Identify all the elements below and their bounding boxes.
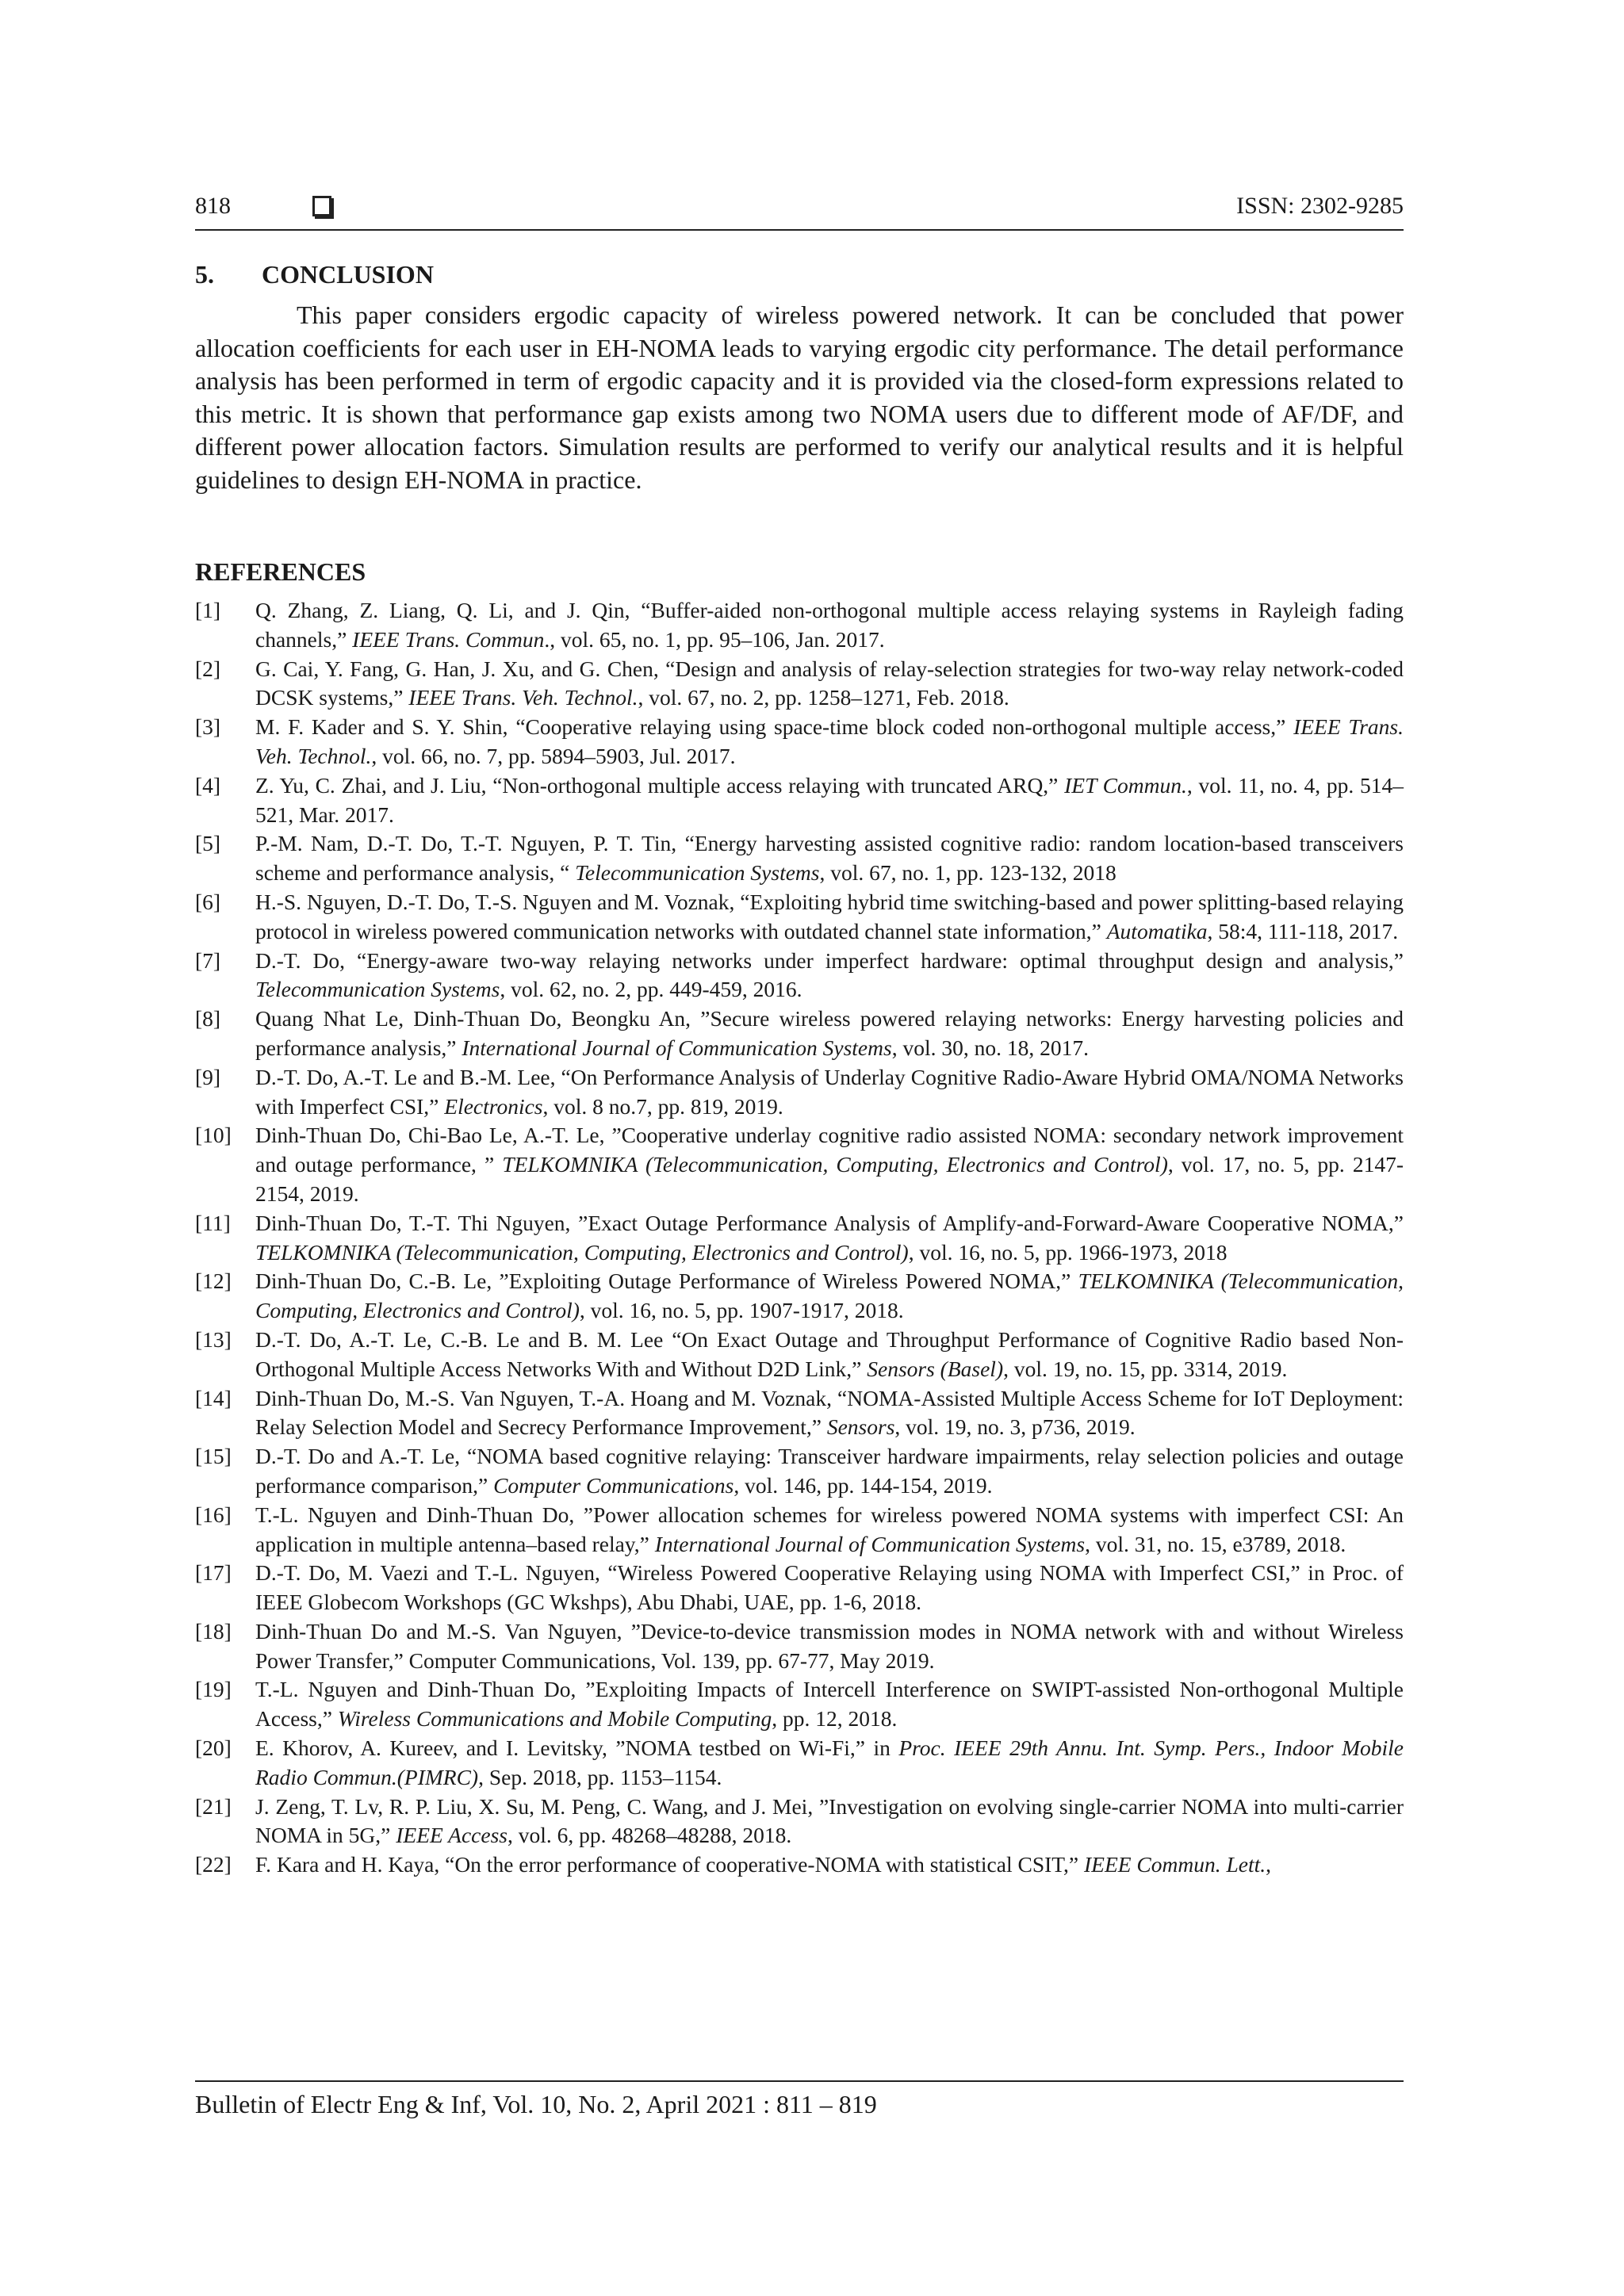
reference-item (195, 1267, 1404, 1326)
reference-number: [7] (195, 947, 221, 973)
reference-details: , vol. 62, no. 2, pp. 449-459, 2016. (500, 977, 802, 1002)
reference-venue: IEEE Trans. Veh. Technol. (255, 714, 1404, 768)
reference-details: , 58:4, 111-118, 2017. (1207, 918, 1399, 943)
reference-details: , vol. 146, pp. 144-154, 2019. (733, 1472, 993, 1498)
reference-number: [9] (195, 1064, 221, 1089)
page-header (195, 193, 1404, 231)
reference-details: , vol. 11, no. 4, pp. 514–521, Mar. 2017. (255, 772, 1404, 827)
reference-number: [4] (195, 772, 221, 798)
reference-text: D.-T. Do, M. Vaezi and T.-L. Nguyen, “Wireless Powered Cooperative Relaying using NOMA with Imperfect CSI,” in Proc. of IEEE Globecom Workshops (GC Wkshps), Abu Dhabi, UAE, pp. 1-6, 2018. (255, 1560, 1404, 1615)
reference-details: , vol. 67, no. 2, pp. 1258–1271, Feb. 2018. (638, 685, 1009, 710)
reference-venue: International Journal of Communication Systems (654, 1531, 1086, 1556)
reference-item (195, 1850, 1404, 1880)
reference-text: D.-T. Do, A.-T. Le, C.-B. Le and B. M. Lee “On Exact Outage and Throughput Performance of Cognitive Radio based Non-Orthogonal Multiple Access Networks With and Without D2D Link,” (255, 1326, 1404, 1381)
reference-details: , vol. 8 no.7, pp. 819, 2019. (542, 1093, 783, 1119)
reference-item (195, 1675, 1404, 1734)
reference-number: [18] (195, 1618, 232, 1644)
reference-text: F. Kara and H. Kaya, “On the error performance of cooperative-NOMA with statistical CSIT,” (255, 1852, 1084, 1877)
reference-venue: International Journal of Communication Systems (462, 1035, 892, 1060)
reference-text: Dinh-Thuan Do, Chi-Bao Le, A.-T. Le, ”Cooperative underlay cognitive radio assisted NOMA: secondary network improvement and outage performance, ” (255, 1123, 1404, 1177)
reference-text: Dinh-Thuan Do, M.-S. Van Nguyen, T.-A. Hoang and M. Voznak, “NOMA-Assisted Multiple Access Scheme for IoT Deployment: Relay Selection Model and Secrecy Performance Improvement,” (255, 1385, 1404, 1440)
reference-item (195, 1734, 1404, 1793)
reference-item (195, 1442, 1404, 1501)
reference-details: , vol. 17, no. 5, pp. 2147-2154, 2019. (255, 1152, 1404, 1206)
reference-number: [21] (195, 1793, 232, 1819)
reference-venue: IEEE Trans. Commun (352, 626, 545, 652)
reference-details: , vol. 19, no. 3, p736, 2019. (894, 1414, 1136, 1440)
reference-number: [14] (195, 1385, 232, 1410)
section-heading (195, 260, 434, 289)
reference-number: [19] (195, 1677, 232, 1702)
reference-text: Dinh-Thuan Do, C.-B. Le, ”Exploiting Outage Performance of Wireless Powered NOMA,” (255, 1269, 1078, 1294)
reference-venue: Proc. IEEE 29th Annu. Int. Symp. Pers., Indoor Mobile Radio Commun.(PIMRC) (255, 1735, 1404, 1789)
reference-item (195, 1004, 1404, 1063)
reference-details: , Sep. 2018, pp. 1153–1154. (478, 1764, 722, 1789)
reference-item (195, 1063, 1404, 1122)
reference-item (195, 713, 1404, 771)
reference-text: T.-L. Nguyen and Dinh-Thuan Do, ”Exploiting Impacts of Intercell Interference on SWIPT-assisted Non-orthogonal Multiple Access,” (255, 1677, 1404, 1732)
reference-venue: IEEE Commun. Lett. (1084, 1852, 1266, 1877)
issn-label: ISSN: 2302-9285 (1236, 193, 1404, 219)
reference-text: P.-M. Nam, D.-T. Do, T.-T. Nguyen, P. T. Tin, “Energy harvesting assisted cognitive radio: random location-based transceivers scheme and performance analysis, “ (255, 831, 1404, 886)
reference-number: [2] (195, 656, 221, 681)
reference-number: [6] (195, 889, 221, 914)
reference-details: , vol. 19, no. 15, pp. 3314, 2019. (1003, 1356, 1288, 1381)
reference-item (195, 829, 1404, 888)
reference-venue: Sensors (826, 1414, 895, 1440)
reference-details: ., vol. 65, no. 1, pp. 95–106, Jan. 2017. (544, 626, 885, 652)
reference-number: [5] (195, 831, 221, 856)
references-heading: REFERENCES (195, 557, 366, 586)
reference-number: [15] (195, 1444, 232, 1469)
reference-text: G. Cai, Y. Fang, G. Han, J. Xu, and G. Chen, “Design and analysis of relay-selection strategies for two-way relay network-coded DCSK systems,” (255, 656, 1404, 710)
reference-venue: Telecommunication Systems (255, 977, 500, 1002)
reference-number: [16] (195, 1502, 232, 1527)
reference-text: D.-T. Do, “Energy-aware two-way relaying networks under imperfect hardware: optimal throughput design and analysis,” (255, 947, 1404, 973)
reference-text: M. F. Kader and S. Y. Shin, “Cooperative relaying using space-time block coded non-orthogonal multiple access,” (255, 714, 1294, 740)
reference-item (195, 1384, 1404, 1443)
reference-item (195, 1121, 1404, 1208)
reference-item (195, 1793, 1404, 1851)
reference-item (195, 1501, 1404, 1559)
reference-text: D.-T. Do, A.-T. Le and B.-M. Lee, “On Performance Analysis of Underlay Cognitive Radio-Aware Hybrid OMA/NOMA Networks with Imperfect CSI,” (255, 1064, 1404, 1119)
reference-number: [20] (195, 1735, 232, 1761)
reference-text: E. Khorov, A. Kureev, and I. Levitsky, ”NOMA testbed on Wi-Fi,” in (255, 1735, 899, 1761)
reference-number: [17] (195, 1560, 232, 1586)
reference-number: [13] (195, 1326, 232, 1352)
reference-text: Z. Yu, C. Zhai, and J. Liu, “Non-orthogonal multiple access relaying with truncated ARQ,” (255, 772, 1065, 798)
reference-number: [8] (195, 1006, 221, 1031)
section-number: 5. (195, 260, 214, 289)
reference-venue: TELKOMNIKA (Telecommunication, Computing, Electronics and Control) (255, 1239, 909, 1265)
reference-item (195, 771, 1404, 830)
reference-item (195, 947, 1404, 1005)
reference-details: , vol. 31, no. 15, e3789, 2018. (1085, 1531, 1346, 1556)
reference-venue: Electronics (444, 1093, 543, 1119)
reference-details: , vol. 6, pp. 48268–48288, 2018. (507, 1823, 792, 1848)
reference-venue: Telecommunication Systems (575, 860, 820, 886)
reference-details: , vol. 30, no. 18, 2017. (891, 1035, 1089, 1060)
reference-list (195, 596, 1404, 1880)
page-number: 818 (195, 193, 231, 219)
reference-venue: Wireless Communications and Mobile Computing (337, 1706, 772, 1732)
reference-text: Quang Nhat Le, Dinh-Thuan Do, Beongku An, ”Secure wireless powered relaying networks: Energy harvesting policies and performance analysis,” (255, 1006, 1404, 1060)
reference-item (195, 888, 1404, 947)
conclusion-paragraph: This paper considers ergodic capacity of wireless powered network. It can be concluded that power allocation coefficients for each user in EH-NOMA leads to varying ergodic city performance. The detail performance analysis has been performed in term of ergodic capacity and it is provided via the closed-form expressions related to this metric. It is shown that performance gap exists among two NOMA users due to different mode of AF/DF, and different power allocation factors. Simulation results are performed to verify our analytical results and it is helpful guidelines to design EH-NOMA in practice. (195, 300, 1404, 494)
reference-text: Dinh-Thuan Do, T.-T. Thi Nguyen, ”Exact Outage Performance Analysis of Amplify-and-Forward-Aware Cooperative NOMA,” (255, 1210, 1404, 1235)
reference-item (195, 1559, 1404, 1617)
reference-number: [22] (195, 1852, 232, 1877)
reference-venue: IEEE Trans. Veh. Technol. (408, 685, 638, 710)
section-title: CONCLUSION (262, 260, 434, 289)
reference-venue: TELKOMNIKA (Telecommunication, Computing, Electronics and Control) (502, 1152, 1168, 1177)
reference-venue: IEEE Access (396, 1823, 508, 1848)
reference-details: , vol. 67, no. 1, pp. 123-132, 2018 (819, 860, 1116, 886)
footer-citation: Bulletin of Electr Eng & Inf, Vol. 10, No. 2, April 2021 : 811 – 819 (195, 2090, 877, 2118)
reference-item (195, 1617, 1404, 1676)
reference-details: , vol. 16, no. 5, pp. 1966-1973, 2018 (908, 1239, 1228, 1265)
reference-text: D.-T. Do and A.-T. Le, “NOMA based cognitive relaying: Transceiver hardware impairments, relay selection policies and outage performance comparison,” (255, 1444, 1404, 1498)
reference-text: H.-S. Nguyen, D.-T. Do, T.-S. Nguyen and M. Voznak, “Exploiting hybrid time switching-based and power splitting-based relaying protocol in wireless powered communication networks with outdated channel state information,” (255, 889, 1404, 943)
reference-venue: Automatika (1106, 918, 1208, 943)
reference-venue: Sensors (Basel) (867, 1356, 1004, 1381)
reference-number: [3] (195, 714, 221, 740)
reference-details: , pp. 12, 2018. (772, 1706, 898, 1732)
reference-details: , (1266, 1852, 1272, 1877)
reference-venue: IET Commun. (1064, 772, 1187, 798)
reference-item (195, 1209, 1404, 1268)
reference-number: [12] (195, 1269, 232, 1294)
reference-details: , vol. 16, no. 5, pp. 1907-1917, 2018. (579, 1298, 904, 1323)
reference-venue: TELKOMNIKA (Telecommunication, Computing, Electronics and Control) (255, 1269, 1404, 1323)
reference-venue: Computer Communications (493, 1472, 734, 1498)
reference-item (195, 1326, 1404, 1384)
reference-text: J. Zeng, T. Lv, R. P. Liu, X. Su, M. Peng, C. Wang, and J. Mei, ”Investigation on evolving single-carrier NOMA into multi-carrier NOMA in 5G,” (255, 1793, 1404, 1848)
page-footer (195, 2080, 1404, 2119)
reference-details: , vol. 66, no. 7, pp. 5894–5903, Jul. 2017. (371, 743, 736, 768)
reference-text: T.-L. Nguyen and Dinh-Thuan Do, ”Power allocation schemes for wireless powered NOMA systems with imperfect CSI: An application in multiple antenna–based relay,” (255, 1502, 1404, 1556)
paper-page (195, 0, 1404, 2296)
reference-number: [10] (195, 1123, 232, 1148)
reference-number: [11] (195, 1210, 231, 1235)
reference-number: [1] (195, 598, 221, 622)
reference-item (195, 596, 1404, 655)
reference-item (195, 655, 1404, 714)
reference-text: Q. Zhang, Z. Liang, Q. Li, and J. Qin, “Buffer-aided non-orthogonal multiple access relaying systems in Rayleigh fading channels,” (255, 598, 1404, 652)
square-icon (312, 196, 331, 216)
reference-text: Dinh-Thuan Do and M.-S. Van Nguyen, ”Device-to-device transmission modes in NOMA network with and without Wireless Power Transfer,” Computer Communications, Vol. 139, pp. 67-77, May 2019. (255, 1618, 1404, 1673)
